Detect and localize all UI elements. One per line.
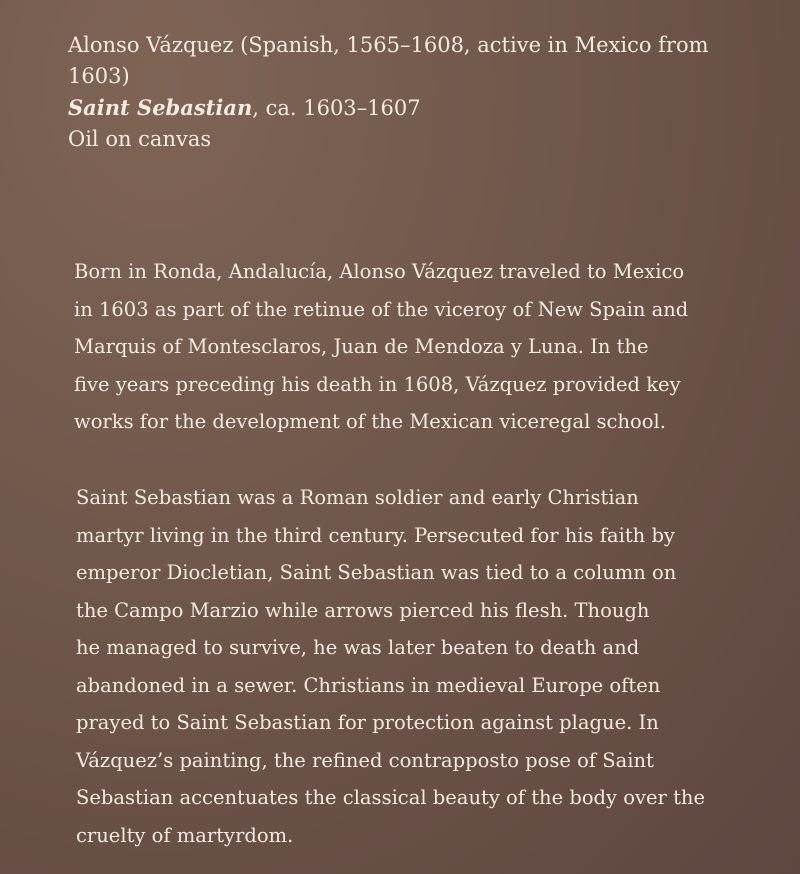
paragraph-line: cruelty of martyrdom. (76, 823, 294, 847)
paragraph-line: Marquis of Montesclaros, Juan de Mendoza y Luna. In the (74, 335, 649, 358)
paragraph-line: emperor Diocletian, Saint Sebastian was tied to a column on (76, 561, 677, 584)
paragraph-line: the Campo Marzio while arrows pierced his flesh. Though (76, 598, 650, 622)
paragraph-line: Born in Ronda, Andalucía, Alonso Vázquez traveled to Mexico (74, 260, 685, 283)
paragraph-line: works for the development of the Mexican viceregal school. (74, 410, 666, 433)
artwork-date: , ca. 1603–1607 (252, 96, 421, 120)
paragraph-line: five years preceding his death in 1608, Vázquez provided key (74, 372, 681, 396)
paragraph-line: Saint Sebastian was a Roman soldier and early Christian (76, 486, 639, 509)
title-line (68, 92, 748, 124)
paragraph-subject (76, 479, 705, 854)
paragraph-line: Sebastian accentuates the classical beauty of the body over the (76, 786, 706, 809)
paragraph-line: Vázquez’s painting, the refined contrapposto pose of Saint (76, 748, 654, 772)
artist-line-2: 1603) (68, 64, 130, 88)
paragraph-line: prayed to Saint Sebastian for protection against plague. In (76, 711, 659, 734)
paragraph-line: abandoned in a sewer. Christians in medieval Europe often (76, 673, 661, 697)
paragraph-biography (74, 253, 688, 441)
paragraph-line: martyr living in the third century. Persecuted for his faith by (76, 523, 675, 547)
artwork-title: Saint Sebastian (68, 95, 253, 120)
artist-line-1: Alonso Vázquez (Spanish, 1565–1608, active in Mexico from (68, 33, 709, 57)
paragraph-line: he managed to survive, he was later beaten to death and (76, 636, 640, 659)
label-header (68, 30, 748, 155)
paragraph-line: in 1603 as part of the retinue of the viceroy of New Spain and (74, 297, 689, 321)
artwork-medium: Oil on canvas (68, 127, 212, 151)
